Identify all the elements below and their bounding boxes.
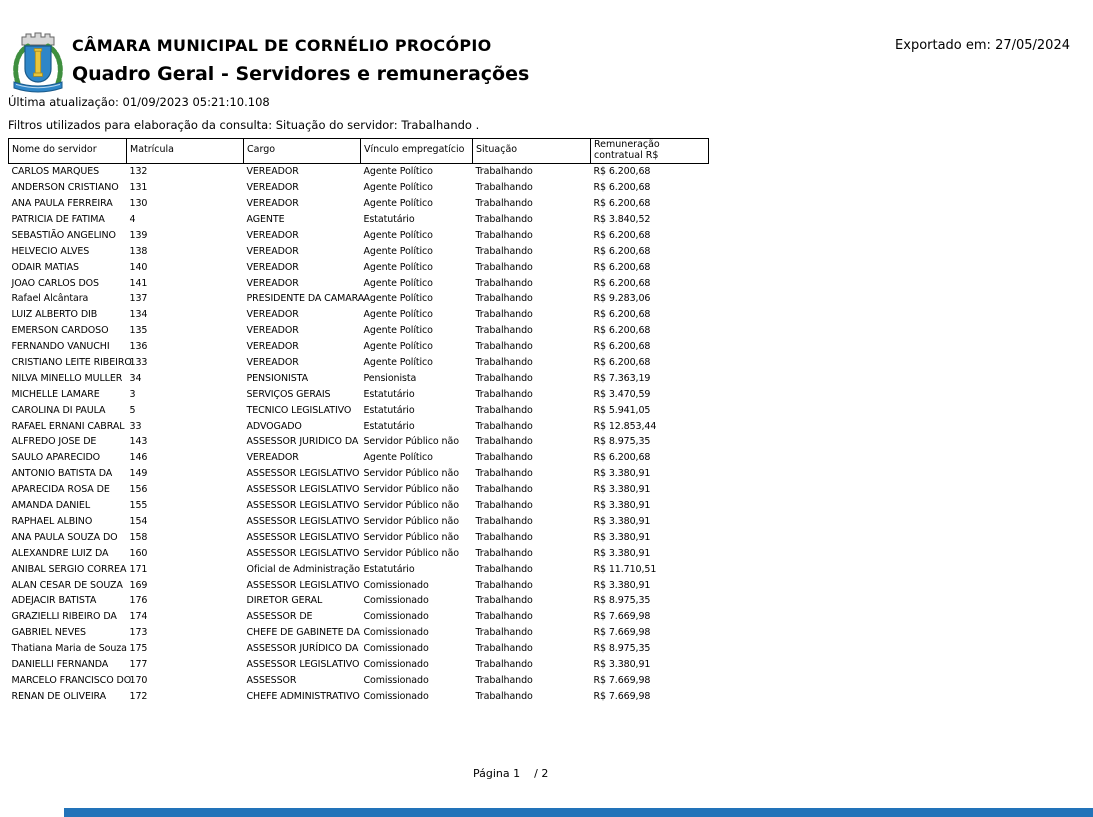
table-row [9, 307, 709, 323]
table-row [9, 291, 709, 307]
table-cell: R$ 8.975,35 [593, 595, 651, 607]
table-cell: 149 [129, 468, 148, 480]
page-title: CÂMARA MUNICIPAL DE CORNÉLIO PROCÓPIO [72, 36, 492, 55]
table-cell: R$ 3.380,91 [593, 547, 651, 559]
ribbon-icon [14, 82, 62, 92]
table-cell: 169 [129, 579, 148, 591]
table-row [9, 212, 709, 228]
table-cell: R$ 3.380,91 [593, 579, 651, 591]
table-cell: 135 [129, 325, 148, 337]
column-header: Vínculo empregatício [361, 139, 473, 164]
table-cell: FERNANDO VANUCHI [11, 341, 110, 353]
table-cell: Agente Político [363, 452, 433, 464]
table-row [9, 656, 709, 672]
table-cell: CARLOS MARQUES [11, 166, 100, 178]
table-cell: R$ 3.380,91 [593, 484, 651, 496]
table-cell: R$ 12.853,44 [593, 420, 657, 432]
table-cell: VEREADOR [246, 452, 299, 464]
table-cell: 3 [129, 388, 136, 400]
table-cell: VEREADOR [246, 277, 299, 289]
table-cell: 34 [129, 372, 142, 384]
table-cell: VEREADOR [246, 341, 299, 353]
table-cell: R$ 3.380,91 [593, 658, 651, 670]
table-cell: ANIBAL SERGIO CORREA [11, 563, 127, 575]
table-cell: R$ 3.380,91 [593, 515, 651, 527]
table-cell: 136 [129, 341, 148, 353]
table-cell: ASSESSOR LEGISLATIVO [246, 500, 360, 512]
table-cell: Agente Político [363, 245, 433, 257]
table-cell: Agente Político [363, 309, 433, 321]
table-cell: 134 [129, 309, 148, 321]
table-cell: 146 [129, 452, 148, 464]
table-cell: R$ 6.200,68 [593, 277, 651, 289]
column-header: Cargo [244, 139, 361, 164]
table-cell: Trabalhando [475, 674, 533, 686]
table-row [9, 513, 709, 529]
table-cell: 160 [129, 547, 148, 559]
table-cell: ALEXANDRE LUIZ DA [11, 547, 109, 559]
table-cell: Trabalhando [475, 214, 533, 226]
table-row [9, 418, 709, 434]
table-cell: R$ 6.200,68 [593, 245, 651, 257]
table-cell: Trabalhando [475, 658, 533, 670]
table-cell: Trabalhando [475, 357, 533, 369]
table-cell: Comissionado [363, 690, 429, 702]
table-cell: RAFAEL ERNANI CABRAL [11, 420, 125, 432]
table-cell: R$ 6.200,68 [593, 166, 651, 178]
table-cell: AMANDA DANIEL [11, 500, 91, 512]
table-cell: CAROLINA DI PAULA [11, 404, 106, 416]
table-cell: R$ 6.200,68 [593, 182, 651, 194]
table-row [9, 688, 709, 704]
table-cell: VEREADOR [246, 229, 299, 241]
table-cell: R$ 3.470,59 [593, 388, 651, 400]
table-cell: NILVA MINELLO MULLER [11, 372, 123, 384]
column-header: Nome do servidor [9, 139, 127, 164]
table-cell: Estatutário [363, 563, 415, 575]
table-cell: Trabalhando [475, 372, 533, 384]
table-cell: Trabalhando [475, 436, 533, 448]
export-date: Exportado em: 27/05/2024 [895, 38, 1070, 53]
table-cell: R$ 9.283,06 [593, 293, 651, 305]
table-cell: CRISTIANO LEITE RIBEIRO [11, 357, 132, 369]
table-cell: Agente Político [363, 357, 433, 369]
bottom-bar [64, 808, 1093, 817]
table-body [9, 163, 709, 704]
table-row [9, 355, 709, 371]
table-cell: Trabalhando [475, 182, 533, 194]
table-cell: GABRIEL NEVES [11, 627, 86, 639]
table-cell: ODAIR MATIAS [11, 261, 79, 273]
table-row [9, 625, 709, 641]
table-cell: Trabalhando [475, 309, 533, 321]
table-cell: RAPHAEL ALBINO [11, 515, 93, 527]
table-cell: Trabalhando [475, 595, 533, 607]
table-cell: Servidor Público não [363, 531, 459, 543]
table-cell: 173 [129, 627, 148, 639]
table-cell: 177 [129, 658, 148, 670]
table-cell: 171 [129, 563, 148, 575]
table-cell: LUIZ ALBERTO DIB [11, 309, 98, 321]
table-cell: Servidor Público não [363, 515, 459, 527]
table-cell: Agente Político [363, 341, 433, 353]
table-cell: Trabalhando [475, 531, 533, 543]
table-cell: Trabalhando [475, 325, 533, 337]
page-total: / 2 [534, 767, 549, 780]
table-cell: Trabalhando [475, 627, 533, 639]
table-cell: Trabalhando [475, 452, 533, 464]
table-cell: 131 [129, 182, 148, 194]
table-cell: CHEFE DE GABINETE DA [246, 627, 360, 639]
table-cell: Trabalhando [475, 229, 533, 241]
table-cell: Agente Político [363, 293, 433, 305]
table-row [9, 529, 709, 545]
table-cell: VEREADOR [246, 198, 299, 210]
table-cell: ALFREDO JOSE DE [11, 436, 97, 448]
table-cell: CHEFE ADMINISTRATIVO [246, 690, 360, 702]
table-cell: Pensionista [363, 372, 417, 384]
table-cell: ANDERSON CRISTIANO [11, 182, 119, 194]
table-cell: DANIELLI FERNANDA [11, 658, 109, 670]
table-row [9, 402, 709, 418]
table-cell: PRESIDENTE DA CAMARA [246, 293, 365, 305]
table-cell: 132 [129, 166, 148, 178]
municipal-coat-of-arms-logo [8, 31, 68, 97]
table-cell: Trabalhando [475, 468, 533, 480]
table-row [9, 243, 709, 259]
table-cell: Agente Político [363, 261, 433, 273]
table-cell: ASSESSOR [246, 674, 297, 686]
table-cell: DIRETOR GERAL [246, 595, 323, 607]
table-row [9, 275, 709, 291]
table-cell: Comissionado [363, 595, 429, 607]
table-cell: 138 [129, 245, 148, 257]
table-cell: 5 [129, 404, 136, 416]
table-cell: 156 [129, 484, 148, 496]
table-cell: 174 [129, 611, 148, 623]
table-row [9, 434, 709, 450]
table-row [9, 561, 709, 577]
table-row [9, 577, 709, 593]
table-row [9, 196, 709, 212]
table-cell: APARECIDA ROSA DE [11, 484, 110, 496]
table-cell: Agente Político [363, 229, 433, 241]
table-row [9, 323, 709, 339]
page-subtitle: Quadro Geral - Servidores e remunerações [72, 63, 530, 85]
last-update-line: Última atualização: 01/09/2023 05:21:10.108 [8, 95, 270, 109]
table-cell: Servidor Público não [363, 484, 459, 496]
page-footer [473, 767, 548, 780]
table-cell: R$ 8.975,35 [593, 436, 651, 448]
table-cell: Comissionado [363, 627, 429, 639]
table-row [9, 180, 709, 196]
table-cell: 170 [129, 674, 148, 686]
table-cell: 4 [129, 214, 136, 226]
table-cell: R$ 6.200,68 [593, 325, 651, 337]
table-cell: R$ 3.380,91 [593, 531, 651, 543]
table-row [9, 498, 709, 514]
table-cell: R$ 7.363,19 [593, 372, 651, 384]
table-cell: AGENTE [246, 214, 285, 226]
table-cell: Trabalhando [475, 484, 533, 496]
table-cell: Servidor Público não [363, 547, 459, 559]
table-cell: VEREADOR [246, 261, 299, 273]
table-row [9, 641, 709, 657]
table-cell: Trabalhando [475, 515, 533, 527]
table-cell: R$ 7.669,98 [593, 611, 651, 623]
table-cell: R$ 3.380,91 [593, 468, 651, 480]
table-cell: Agente Político [363, 277, 433, 289]
table-row [9, 370, 709, 386]
filters-line: Filtros utilizados para elaboração da consulta: Situação do servidor: Trabalhando . [8, 118, 480, 132]
table-row [9, 545, 709, 561]
table-cell: Comissionado [363, 611, 429, 623]
table-cell: Comissionado [363, 674, 429, 686]
table-cell: ASSESSOR JURIDICO DA [246, 436, 359, 448]
table-cell: GRAZIELLI RIBEIRO DA [11, 611, 117, 623]
table-cell: Thatiana Maria de Souza [11, 643, 127, 655]
table-cell: Trabalhando [475, 643, 533, 655]
table-cell: Trabalhando [475, 388, 533, 400]
table-cell: ASSESSOR JURÍDICO DA [246, 643, 359, 655]
table-cell: Agente Político [363, 182, 433, 194]
table-row [9, 593, 709, 609]
table-cell: Agente Político [363, 198, 433, 210]
table-cell: ASSESSOR LEGISLATIVO [246, 484, 360, 496]
table-cell: R$ 3.380,91 [593, 500, 651, 512]
table-cell: 139 [129, 229, 148, 241]
table-cell: Estatutário [363, 420, 415, 432]
table-row [9, 609, 709, 625]
table-cell: 155 [129, 500, 148, 512]
table-cell: Comissionado [363, 643, 429, 655]
table-cell: MICHELLE LAMARE [11, 388, 100, 400]
table-cell: 133 [129, 357, 148, 369]
table-cell: ADVOGADO [246, 420, 302, 432]
table-cell: 172 [129, 690, 148, 702]
table-row [9, 259, 709, 275]
table-cell: ASSESSOR LEGISLATIVO [246, 658, 360, 670]
table-cell: R$ 6.200,68 [593, 357, 651, 369]
table-cell: Comissionado [363, 579, 429, 591]
table-cell: R$ 7.669,98 [593, 690, 651, 702]
table-row [9, 466, 709, 482]
table-header-row [9, 139, 709, 164]
page-number: Página 1 [473, 767, 521, 780]
table-cell: ASSESSOR DE [246, 611, 313, 623]
table-cell: SAULO APARECIDO [11, 452, 101, 464]
table-cell: RENAN DE OLIVEIRA [11, 690, 107, 702]
table-cell: Trabalhando [475, 611, 533, 623]
table-cell: ANA PAULA FERREIRA [11, 198, 113, 210]
table-cell: Estatutário [363, 214, 415, 226]
table-cell: Trabalhando [475, 547, 533, 559]
table-cell: VEREADOR [246, 182, 299, 194]
table-cell: Trabalhando [475, 690, 533, 702]
table-row [9, 482, 709, 498]
table-cell: R$ 6.200,68 [593, 341, 651, 353]
table-cell: Comissionado [363, 658, 429, 670]
table-cell: Estatutário [363, 388, 415, 400]
table-cell: ASSESSOR LEGISLATIVO [246, 547, 360, 559]
table-cell: 154 [129, 515, 148, 527]
table-cell: Estatutário [363, 404, 415, 416]
table-cell: VEREADOR [246, 325, 299, 337]
table-row [9, 672, 709, 688]
table-cell: Rafael Alcântara [11, 293, 89, 305]
table-cell: VEREADOR [246, 245, 299, 257]
table-cell: EMERSON CARDOSO [11, 325, 109, 337]
table-cell: R$ 8.975,35 [593, 643, 651, 655]
table-cell: Trabalhando [475, 404, 533, 416]
table-cell: ADEJACIR BATISTA [11, 595, 97, 607]
table-cell: Trabalhando [475, 563, 533, 575]
table-row [9, 163, 709, 179]
table-cell: R$ 7.669,98 [593, 627, 651, 639]
table-cell: Trabalhando [475, 579, 533, 591]
table-cell: Oficial de Administração [246, 563, 360, 575]
table-cell: R$ 11.710,51 [593, 563, 657, 575]
table-cell: 130 [129, 198, 148, 210]
table-row [9, 386, 709, 402]
table-cell: VEREADOR [246, 309, 299, 321]
table-cell: VEREADOR [246, 166, 299, 178]
table-cell: Trabalhando [475, 245, 533, 257]
table-cell: SERVIÇOS GERAIS [246, 388, 331, 400]
table-cell: 137 [129, 293, 148, 305]
table-cell: Trabalhando [475, 198, 533, 210]
table-cell: Trabalhando [475, 500, 533, 512]
column-header: Situação [473, 139, 591, 164]
table-cell: R$ 6.200,68 [593, 229, 651, 241]
table-cell: 143 [129, 436, 148, 448]
table-cell: 140 [129, 261, 148, 273]
table-cell: R$ 6.200,68 [593, 198, 651, 210]
table-cell: PENSIONISTA [246, 372, 309, 384]
table-cell: Agente Político [363, 325, 433, 337]
table-cell: 158 [129, 531, 148, 543]
table-cell: Trabalhando [475, 293, 533, 305]
table-cell: 141 [129, 277, 148, 289]
crown-icon [22, 33, 54, 45]
table-cell: SEBASTIÃO ANGELINO [11, 229, 116, 241]
table-row [9, 450, 709, 466]
table-cell: Trabalhando [475, 420, 533, 432]
table-cell: MARCELO FRANCISCO DO [11, 674, 132, 686]
column-header: Matrícula [127, 139, 244, 164]
servants-table [8, 138, 709, 704]
table-cell: Trabalhando [475, 277, 533, 289]
column-header: Remuneração contratual R$ [591, 139, 709, 164]
table-cell: ASSESSOR LEGISLATIVO [246, 515, 360, 527]
table-cell: R$ 6.200,68 [593, 309, 651, 321]
table-cell: ASSESSOR LEGISLATIVO [246, 468, 360, 480]
table-cell: Servidor Público não [363, 500, 459, 512]
table-cell: 175 [129, 643, 148, 655]
table-cell: ANA PAULA SOUZA DO [11, 531, 118, 543]
table-cell: Servidor Público não [363, 436, 459, 448]
table-cell: PATRICIA DE FATIMA [11, 214, 105, 226]
table-cell: HELVECIO ALVES [11, 245, 90, 257]
table-cell: Agente Político [363, 166, 433, 178]
table-cell: ASSESSOR LEGISLATIVO [246, 579, 360, 591]
table-cell: ALAN CESAR DE SOUZA [11, 579, 123, 591]
table-cell: R$ 7.669,98 [593, 674, 651, 686]
table-cell: R$ 6.200,68 [593, 452, 651, 464]
table-cell: ASSESSOR LEGISLATIVO [246, 531, 360, 543]
table-cell: 176 [129, 595, 148, 607]
table-row [9, 339, 709, 355]
table-row [9, 227, 709, 243]
table-cell: Trabalhando [475, 261, 533, 273]
table-cell: R$ 6.200,68 [593, 261, 651, 273]
table-cell: R$ 5.941,05 [593, 404, 651, 416]
table-cell: ANTONIO BATISTA DA [11, 468, 113, 480]
table-cell: Trabalhando [475, 341, 533, 353]
table-cell: Trabalhando [475, 166, 533, 178]
table-cell: JOAO CARLOS DOS [11, 277, 99, 289]
table-cell: VEREADOR [246, 357, 299, 369]
table-cell: 33 [129, 420, 142, 432]
table-cell: TECNICO LEGISLATIVO [246, 404, 352, 416]
table-cell: R$ 3.840,52 [593, 214, 651, 226]
table-cell: Servidor Público não [363, 468, 459, 480]
